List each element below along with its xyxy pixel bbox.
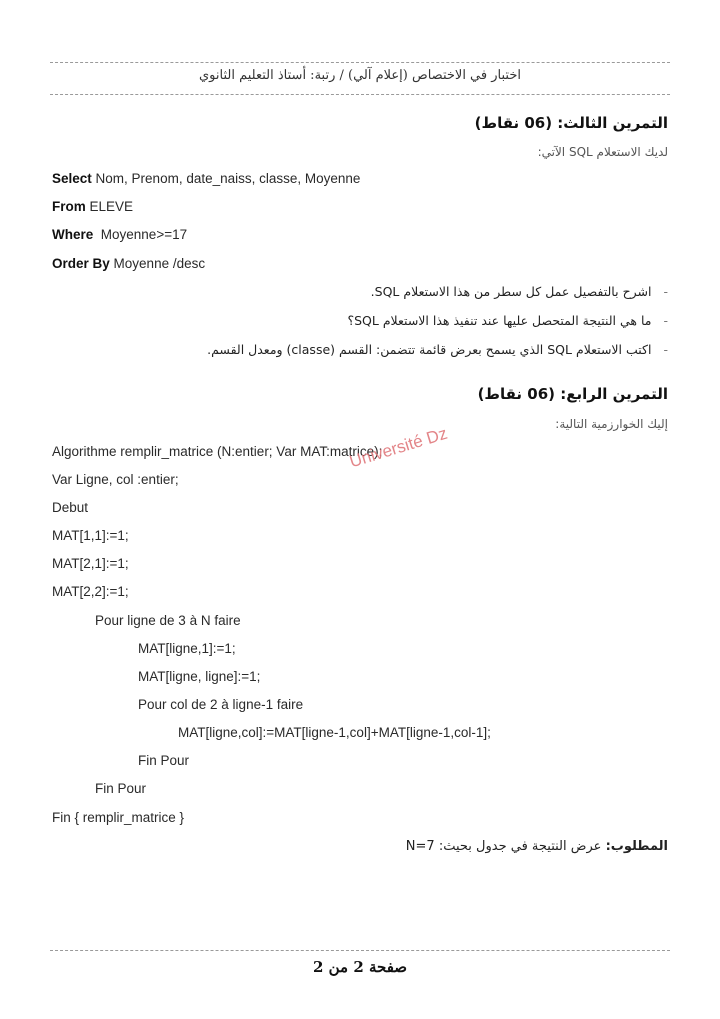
sql-from-keyword: From	[52, 199, 86, 214]
question-item: -اكتب الاستعلام SQL الذي يسمح بعرض قائمة تتضمن: القسم (classe) ومعدل القسم.	[207, 342, 668, 357]
required-line	[406, 839, 668, 854]
watermark: Université Dz	[347, 423, 450, 472]
algo-header-line: Algorithme remplir_matrice (N:entier; Var MAT:matrice);	[52, 444, 383, 459]
exercise3-intro: لديك الاستعلام SQL الآتي:	[537, 145, 668, 159]
algo-line: MAT[ligne, ligne]:=1;	[138, 669, 261, 684]
page-number: صفحة 2 من 2	[312, 958, 408, 976]
exercise3-questions	[68, 277, 668, 364]
algo-line: MAT[1,1]:=1;	[52, 528, 129, 543]
algo-loop-outer: Pour ligne de 3 à N faire	[95, 613, 241, 628]
algo-end-inner: Fin Pour	[138, 753, 190, 768]
question-item: -اشرح بالتفصيل عمل كل سطر من هذا الاستعلام SQL.	[370, 284, 668, 299]
exercise4-intro: إليك الخوارزمية التالية:	[555, 417, 668, 431]
algo-debut-line: Debut	[52, 500, 89, 515]
algo-loop-inner: Pour col de 2 à ligne-1 faire	[138, 697, 304, 712]
header-top-rule	[50, 62, 670, 63]
algo-line: MAT[ligne,1]:=1;	[138, 641, 236, 656]
exercise3-title: التمرين الثالث: (06 نقاط)	[474, 114, 668, 132]
sql-select-text: Nom, Prenom, date_naiss, classe, Moyenne	[95, 171, 361, 186]
sql-where-line	[52, 227, 187, 242]
algo-line: MAT[ligne,col]:=MAT[ligne-1,col]+MAT[ligne-1,col-1];	[178, 725, 491, 740]
algo-line: MAT[2,2]:=1;	[52, 584, 129, 599]
algo-var-line: Var Ligne, col :entier;	[52, 472, 179, 487]
required-label: المطلوب:	[605, 839, 668, 854]
sql-where-text: Moyenne>=17	[100, 227, 188, 242]
sql-order-line	[52, 256, 205, 271]
sql-where-keyword: Where	[52, 227, 94, 242]
exercise4-title: التمرين الرابع: (06 نقاط)	[477, 385, 668, 403]
question-item: -ما هي النتيجة المتحصل عليها عند تنفيذ هذا الاستعلام SQL؟	[347, 313, 668, 328]
footer-rule	[50, 950, 670, 951]
required-text: عرض النتيجة في جدول بحيث: N=7	[405, 839, 602, 854]
sql-order-keyword: Order By	[52, 256, 110, 271]
sql-from-line	[52, 199, 133, 214]
sql-order-text: Moyenne /desc	[113, 256, 206, 271]
header-title: اختبار في الاختصاص (إعلام آلي) / رتبة: أستاذ التعليم الثانوي	[199, 68, 521, 83]
sql-from-text: ELEVE	[89, 199, 134, 214]
sql-select-keyword: Select	[52, 171, 92, 186]
algo-end-outer: Fin Pour	[95, 781, 147, 796]
algo-end-line: Fin { remplir_matrice }	[52, 810, 185, 825]
sql-select-line	[52, 171, 360, 186]
header-bottom-rule	[50, 94, 670, 95]
algo-line: MAT[2,1]:=1;	[52, 556, 129, 571]
